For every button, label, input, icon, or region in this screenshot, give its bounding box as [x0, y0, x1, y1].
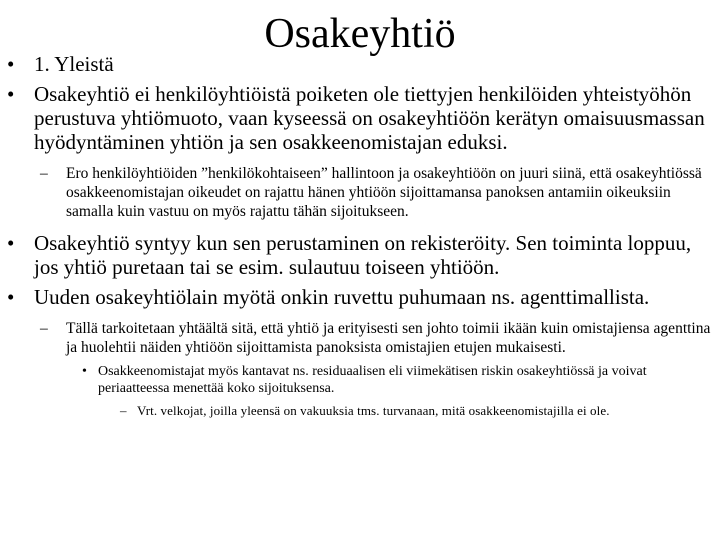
- bullet-text: 1. Yleistä: [34, 52, 114, 76]
- sub-bullet-marker: –: [40, 165, 48, 182]
- slide-content: [0, 52, 716, 419]
- bullet-marker: •: [7, 82, 15, 106]
- sub-sub-bullet-item: [0, 363, 716, 397]
- bullet-item: [0, 82, 716, 154]
- bullet-item: [0, 285, 716, 309]
- bullet-text: Osakeyhtiö ei henkilöyhtiöistä poiketen ole tiettyjen henkilöiden yhteistyöhön perustuva yhtiömuoto, vaan kyseessä on osakeyhtiöön kerätyn omaisuusmassan hyödyntäminen yhtiön ja sen osakkeenomistajan eduksi.: [34, 82, 705, 154]
- bullet-marker: •: [7, 52, 15, 76]
- slide-title: Osakeyhtiö: [264, 11, 456, 57]
- sub-bullet-text: Ero henkilöyhtiöiden ”henkilökohtaiseen” hallintoon ja osakeyhtiöön on juuri siinä, että osakeyhtiössä osakkeenomistajan oikeudet on rajattu hänen yhtiöön sijoittamansa panoksen antamiin oikeuksiin samalla kuin vastuu on myös rajattu tähän sijoitukseen.: [66, 165, 702, 220]
- sub-sub-sub-bullet-item: [0, 403, 716, 419]
- bullet-item: [0, 231, 716, 279]
- sub-bullet-marker: –: [40, 320, 48, 337]
- sub-bullet-item: [0, 319, 716, 357]
- bullet-marker: •: [7, 231, 15, 255]
- bullet-text: Uuden osakeyhtiölain myötä onkin ruvettu puhumaan ns. agenttimallista.: [34, 285, 650, 309]
- bullet-text: Osakeyhtiö syntyy kun sen perustaminen on rekisteröity. Sen toiminta loppuu, jos yhtiö puretaan tai se esim. sulautuu toiseen yhtiöön.: [34, 231, 692, 279]
- sub-sub-sub-bullet-text: Vrt. velkojat, joilla yleensä on vakuuksia tms. turvanaan, mitä osakkeenomistajilla ei ole.: [137, 403, 610, 418]
- sub-bullet-item: [0, 164, 716, 221]
- sub-bullet-text: Tällä tarkoitetaan yhtäältä sitä, että yhtiö ja erityisesti sen johto toimii ikään kuin omistajiensa agenttina ja huolehtii näiden yhtiöön sijoittamista panoksista omistajien etujen mukaisesti.: [66, 320, 711, 356]
- bullet-marker: •: [7, 285, 15, 309]
- sub-sub-sub-bullet-marker: –: [120, 403, 127, 418]
- bullet-item: [0, 52, 716, 76]
- sub-sub-bullet-text: Osakkeenomistajat myös kantavat ns. residuaalisen eli viimekätisen riskin osakeyhtiössä ja voivat periaatteessa menettää koko sijoituksensa.: [98, 364, 647, 396]
- sub-sub-bullet-marker: •: [82, 364, 87, 379]
